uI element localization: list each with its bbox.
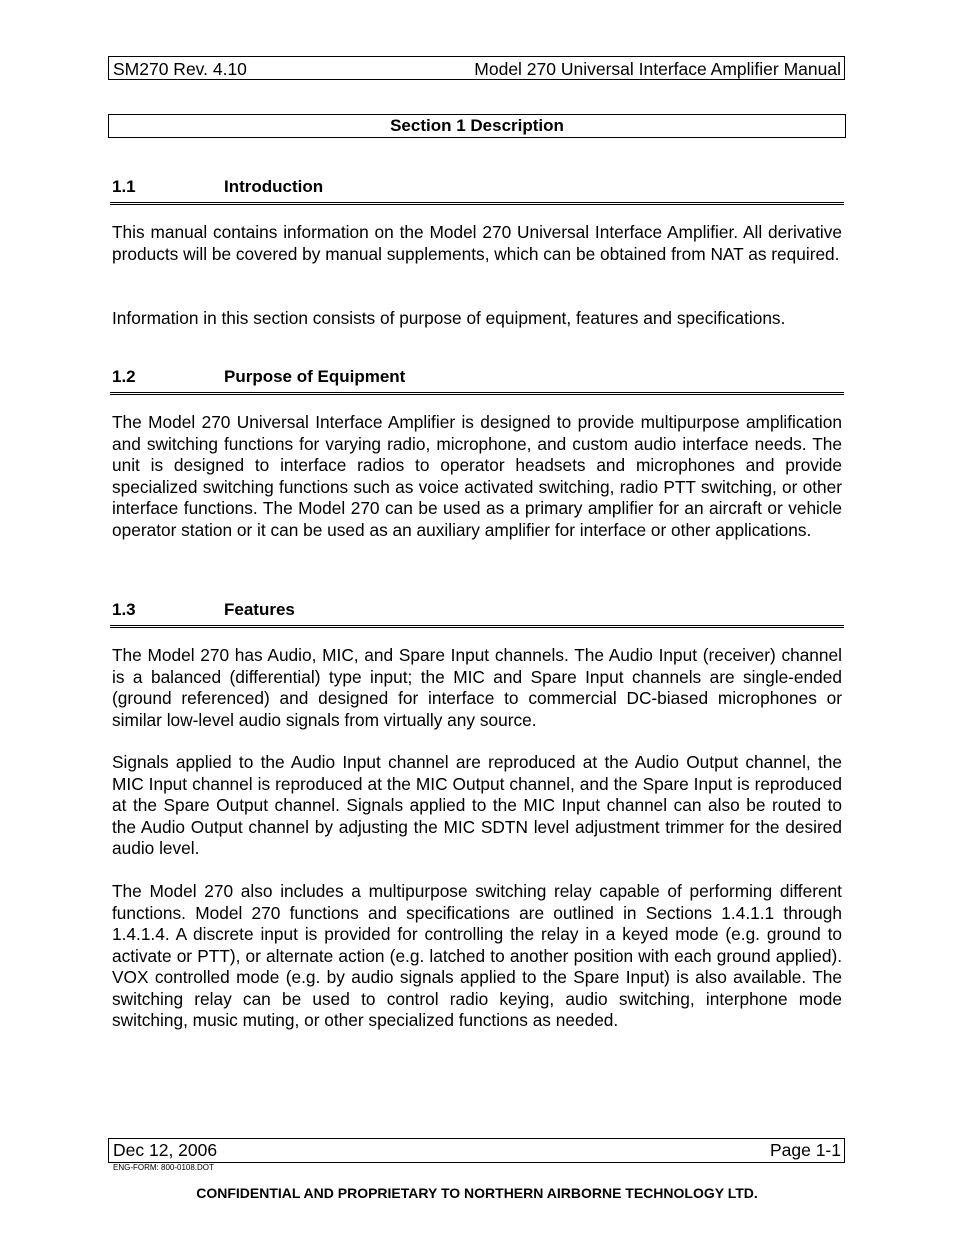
heading-features [110, 600, 844, 628]
paragraph-features-3: The Model 270 also includes a multipurpose switching relay capable of performing different functions. Model 270 functions and specifications are outlined in Sections 1.4.1.1 through 1.4.1.4. A discrete input is provided for controlling the relay in a keyed mode (e.g. ground to activate or PTT), or alternate action (e.g. latched to another position with each ground applied). VOX controlled mode (e.g. by audio signals applied to the Spare Input) is also available. The switching relay can be used to control radio keying, audio switching, interphone mode switching, music muting, or other specialized functions as needed. [112, 881, 842, 1030]
heading-title: Purpose of Equipment [224, 367, 406, 386]
paragraph-introduction-2: Information in this section consists of purpose of equipment, features and specifications. [112, 308, 786, 328]
page-number: Page 1-1 [769, 1140, 841, 1160]
document-id: SM270 Rev. 4.10 [113, 59, 247, 79]
manual-title: Model 270 Universal Interface Amplifier Manual [474, 59, 841, 79]
paragraph-purpose-1: The Model 270 Universal Interface Amplifier is designed to provide multipurpose amplification and switching functions for varying radio, microphone, and custom audio interface needs. The unit is designed to interface radios to operator headsets and microphones and provide specialized switching functions such as voice activated switching, radio PTT switching, or other interface functions. The Model 270 can be used as a primary amplifier for an aircraft or vehicle operator station or it can be used as an auxiliary amplifier for interface or other applications. [112, 412, 842, 540]
page-header [108, 56, 845, 80]
form-code: ENG-FORM: 800-0108.DOT [113, 1163, 214, 1172]
heading-title: Features [224, 600, 295, 619]
paragraph-features-2: Signals applied to the Audio Input channel are reproduced at the Audio Output channel, the MIC Input channel is reproduced at the MIC Output channel, and the Spare Input is reproduced at the Spare Output channel. Signals applied to the MIC Input channel can also be routed to the Audio Output channel by adjusting the MIC SDTN level adjustment trimmer for the desired audio level. [112, 752, 842, 858]
paragraph-features-1: The Model 270 has Audio, MIC, and Spare Input channels. The Audio Input (receiver) channel is a balanced (differential) type input; the MIC and Spare Input channels are single-ended (ground referenced) and designed for interface to commercial DC-biased microphones or similar low-level audio signals from virtually any source. [112, 645, 842, 730]
heading-number: 1.2 [112, 367, 136, 386]
heading-title: Introduction [224, 177, 324, 196]
heading-introduction [110, 177, 844, 205]
confidential-notice: CONFIDENTIAL AND PROPRIETARY TO NORTHERN AIRBORNE TECHNOLOGY LTD. [196, 1185, 758, 1201]
page-footer [108, 1138, 845, 1163]
section-title: Section 1 Description [108, 114, 846, 138]
heading-number: 1.3 [112, 600, 136, 619]
footer-date: Dec 12, 2006 [113, 1140, 218, 1160]
heading-number: 1.1 [112, 177, 136, 196]
paragraph-introduction-1: This manual contains information on the Model 270 Universal Interface Amplifier. All derivative products will be covered by manual supplements, which can be obtained from NAT as required. [112, 222, 842, 264]
heading-purpose-of-equipment [110, 367, 844, 395]
